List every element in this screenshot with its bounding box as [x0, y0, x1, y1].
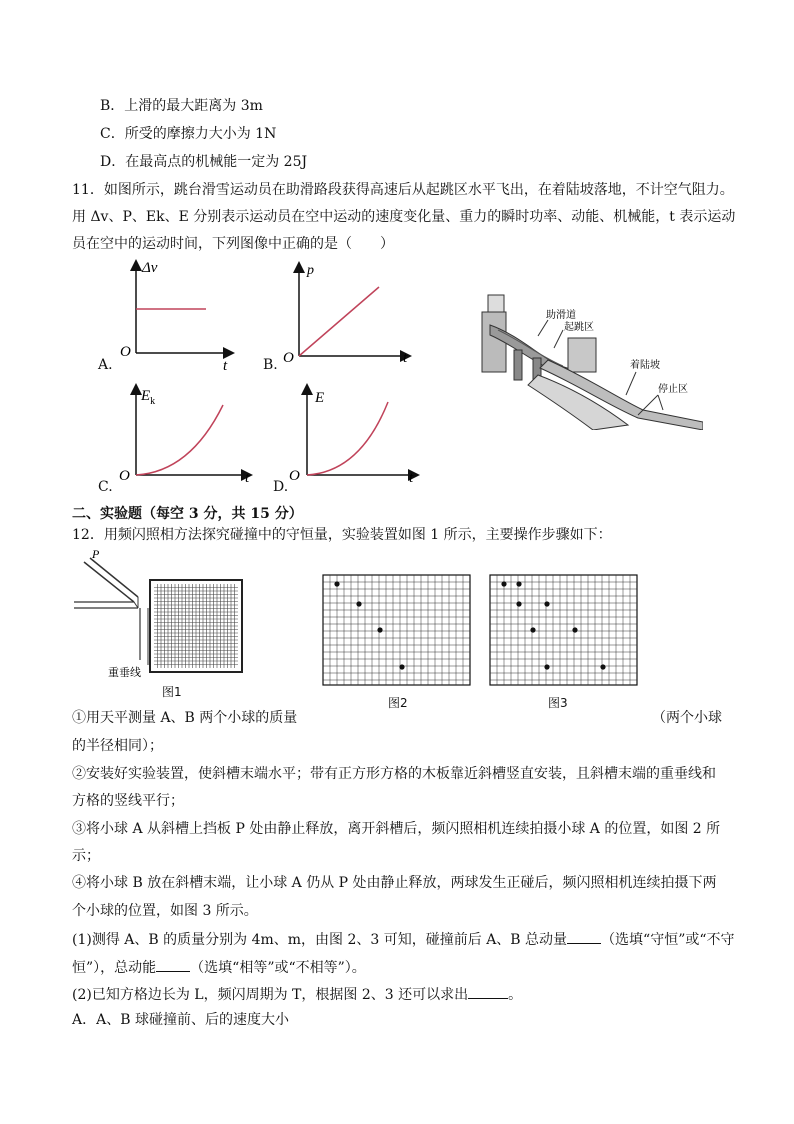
graph-a-option: A. [98, 357, 113, 373]
q12-step4a: ④将小球 B 放在斜槽末端，让小球 A 仍从 P 处由静止释放，两球发生正碰后，频闪照相机连续拍摄下两 [72, 875, 717, 891]
section2-title: 二、实验题（每空 3 分，共 15 分） [72, 506, 303, 522]
q12-sub1b-pre: 恒”），总动能 [72, 960, 157, 976]
ski-label-takeoff: 起跳区 [564, 322, 594, 333]
ski-label-stop: 停止区 [658, 384, 688, 395]
q11-line3: 员在空中的运动时间，下列图像中正确的是（ ） [72, 236, 394, 252]
graph-c [115, 380, 265, 492]
q11-line2: 用 Δv、P、Ek、E 分别表示运动员在空中运动的速度变化量、重力的瞬时功率、动能、机械能，t 表示运动 [72, 209, 736, 225]
fig2-grid [322, 574, 472, 686]
fig2-dot [334, 581, 339, 586]
q12-sub1a-pre: (1)测得 A、B 的质量分别为 4m、m，由图 2、3 可知，碰撞前后 A、B 总动量 [72, 932, 568, 948]
graph-d-option: D. [273, 479, 289, 495]
fig3-dot [544, 601, 549, 606]
graph-a-xlabel: t [223, 358, 228, 374]
graph-a-origin: O [120, 344, 131, 360]
graph-b-curve [299, 287, 379, 356]
graph-d-origin: O [289, 468, 300, 484]
option-d: D．在最高点的机械能一定为 25J [100, 154, 308, 170]
graph-a [110, 256, 250, 376]
fig2-caption: 图2 [388, 696, 408, 710]
graph-c-xlabel: t [245, 470, 250, 486]
graph-b-xlabel: t [403, 350, 408, 366]
fig3-dot [501, 581, 506, 586]
fig1-caption: 图1 [162, 685, 182, 699]
graph-d-ylabel: E [315, 390, 325, 406]
fig3-dot [516, 581, 521, 586]
fig2-dot [399, 664, 404, 669]
q12-option-a: A．A、B 球碰撞前、后的速度大小 [72, 1012, 289, 1028]
q12-sub2-pre: (2)已知方格边长为 L，频闪周期为 T，根据图 2、3 还可以求出 [72, 987, 469, 1003]
fig3-dot [572, 627, 577, 632]
graph-a-ylabel: Δv [142, 260, 158, 276]
q12-sub1a-post: （选填“守恒”或“不守 [601, 932, 735, 948]
fig3-caption: 图3 [548, 696, 568, 710]
q12-sub1b [72, 957, 366, 977]
graph-c-ylabel: $E_k$ [141, 388, 156, 407]
graph-d-xlabel: t [409, 470, 414, 486]
fig3-dot [530, 627, 535, 632]
blank-energy[interactable] [156, 957, 190, 972]
graph-d-curve [307, 402, 388, 475]
q12-intro: 12．用频闪照相方法探究碰撞中的守恒量，实验装置如图 1 所示，主要操作步骤如下： [72, 527, 612, 543]
q12-step1c: 的半径相同）； [72, 738, 163, 754]
fig2-dot [377, 627, 382, 632]
q12-step1a: ①用天平测量 A、B 两个小球的质量 [72, 710, 298, 726]
q12-step2a: ②安装好实验装置，使斜槽末端水平；带有正方形方格的木板靠近斜槽竖直安装，且斜槽末端的重垂线和 [72, 766, 716, 782]
blank-momentum[interactable] [567, 929, 601, 944]
graph-d [285, 380, 425, 492]
graph-b-origin: O [283, 350, 294, 366]
graph-c-origin: O [119, 468, 130, 484]
q12-sub2 [72, 984, 522, 1004]
q12-step4b: 个小球的位置，如图 3 所示。 [72, 903, 258, 919]
fig3-dot [544, 664, 549, 669]
graph-b-ylabel: p [307, 263, 314, 278]
ski-jump-diagram [478, 290, 703, 430]
q12-step2b: 方格的竖线平行； [72, 793, 184, 809]
q12-step3b: 示； [72, 848, 100, 864]
fig1-apparatus [74, 550, 254, 700]
q12-step1b: （两个小球 [652, 710, 722, 726]
q12-sub1a [72, 929, 735, 949]
fig3-grid [489, 574, 639, 686]
q12-sub2-post: 。 [508, 987, 523, 1003]
ski-label-landing: 着陆坡 [630, 360, 660, 371]
fig3-dot [600, 664, 605, 669]
q12-step3a: ③将小球 A 从斜槽上挡板 P 处由静止释放，离开斜槽后，频闪照相机连续拍摄小球 A 的位置，如图 2 所 [72, 821, 721, 837]
graph-c-curve [136, 405, 223, 475]
option-c: C．所受的摩擦力大小为 1N [100, 126, 277, 142]
q11-line1: 11．如图所示，跳台滑雪运动员在助滑路段获得高速后从起跳区水平飞出，在着陆坡落地，不计空气阻力。 [72, 182, 734, 198]
ski-label-run: 助滑道 [546, 310, 576, 321]
blank-sub2[interactable] [468, 984, 508, 999]
fig3-dot [516, 601, 521, 606]
fig1-plumb-label: 重垂线 [108, 667, 141, 679]
option-b: B．上滑的最大距离为 3m [100, 98, 263, 114]
graph-b [275, 256, 415, 376]
fig2-dot [356, 601, 361, 606]
fig1-p-label: P [92, 550, 100, 561]
graph-b-option: B. [263, 357, 278, 373]
q12-sub1b-post: （选填“相等”或“不相等”）。 [190, 960, 366, 976]
graph-c-option: C. [98, 479, 113, 495]
